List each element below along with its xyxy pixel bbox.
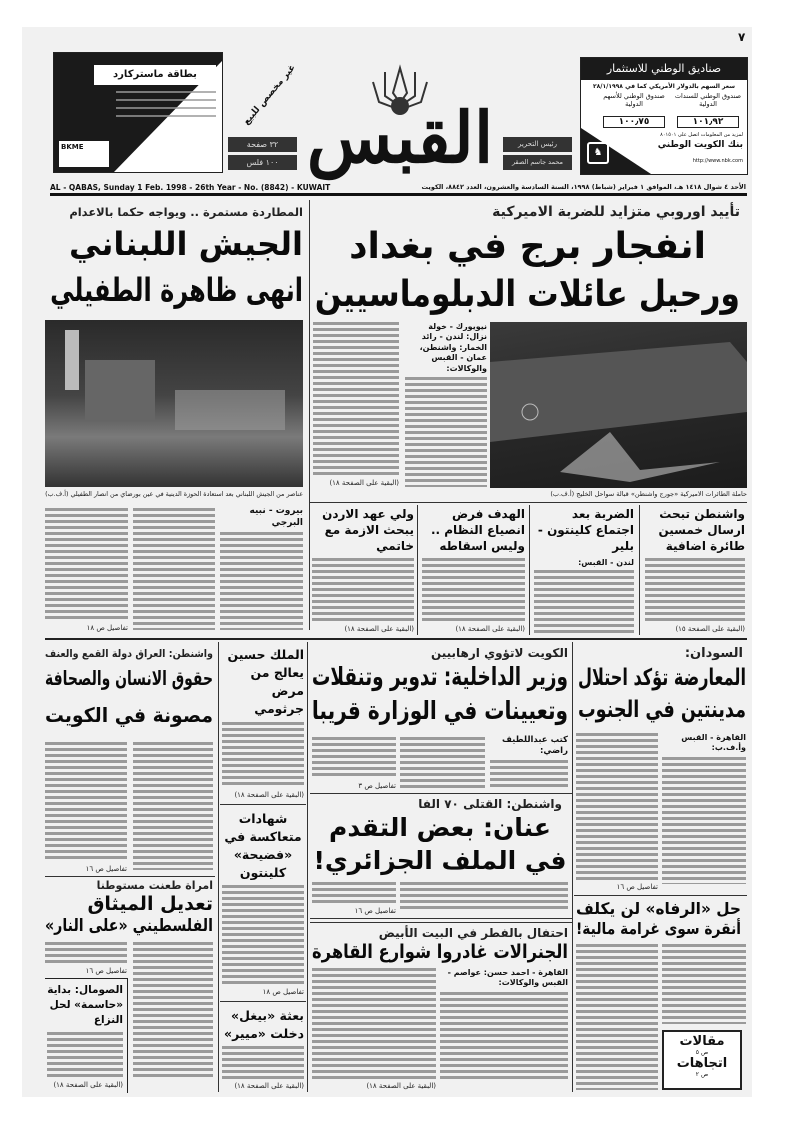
masthead-arabic: الأحد ٤ شوال ١٤١٨ هـ، الموافق ١ فبراير (شباط) ١٩٩٨، السنة السادسة والعشرون، العدد ٨٨٤٢، الكويت bbox=[421, 183, 746, 191]
row3-headline-4: ولي عهد الاردن يبحث الازمة مع خاتمي bbox=[322, 507, 414, 554]
sudan-details: تفاصيل ص ١٦ bbox=[616, 883, 658, 891]
row3-continued-4: (البقية على الصفحة ١٨) bbox=[344, 625, 414, 633]
masthead-english: AL - QABAS, Sunday 1 Feb. 1998 - 26th Year - No. (8842) - KUWAIT bbox=[50, 183, 331, 192]
cairo-text-column bbox=[440, 968, 568, 1080]
camel-logo-icon: ♞ bbox=[587, 142, 609, 164]
beagle-continued: (البقية على الصفحة ١٨) bbox=[234, 1082, 304, 1090]
annan-text-column bbox=[312, 882, 396, 915]
lead-text-column-2 bbox=[313, 322, 399, 487]
cairo-continued: (البقية على الصفحة ١٨) bbox=[366, 1082, 436, 1090]
nbk-ad bbox=[580, 57, 748, 175]
interior-kicker: الكويت لاتؤوي ارهابيين bbox=[430, 646, 568, 660]
editor-box bbox=[503, 137, 572, 170]
fund-name: صندوق الوطني للسندات الدولية bbox=[674, 92, 742, 108]
issue-price: ١٠٠ فلس bbox=[228, 155, 297, 170]
masthead-rule bbox=[50, 193, 747, 196]
interior-text-column-2 bbox=[312, 737, 396, 790]
lebanon-text-column bbox=[220, 506, 303, 630]
sudan-text-column bbox=[662, 733, 746, 884]
newspaper-logo: القبس bbox=[306, 96, 494, 179]
lebanon-kicker: المطاردة مستمرة .. ويواجه حكما بالاعدام bbox=[69, 205, 303, 219]
rights-text-column bbox=[45, 742, 127, 873]
interior-headline-1: وزير الداخلية: تدوير وتنقلات bbox=[311, 662, 568, 691]
hussein-headline: الملك حسين يعالج من مرض جرثومي bbox=[227, 647, 304, 717]
interior-byline: كتب عبداللطيف راضي: bbox=[501, 735, 568, 757]
refah-headline-2: أنقرة سوى غرامة مالية! bbox=[575, 919, 741, 938]
interior-details: تفاصيل ص ٣ bbox=[358, 782, 396, 790]
sudan-headline-2: مدينتين في الجنوب bbox=[577, 697, 746, 723]
annan-details: تفاصيل ص ١٦ bbox=[354, 907, 396, 915]
center-left-column bbox=[222, 646, 304, 1090]
somalia-continued: (البقية على الصفحة ١٨) bbox=[53, 1081, 123, 1089]
nbk-info: لمزيد من المعلومات اتصل على ٨٠١٥٠١ bbox=[660, 132, 743, 138]
refah-headline-1: حل «الرفاه» لن يكلف bbox=[576, 899, 741, 918]
lebanon-details: تفاصيل ص ١٨ bbox=[86, 624, 128, 632]
fund-price: ١٠١٫٩٢ bbox=[677, 116, 739, 128]
charter-headline-2: الفلسطيني «على النار» bbox=[44, 916, 213, 936]
interior-text-column bbox=[490, 735, 568, 790]
lead-continued: (البقية على الصفحة ١٨) bbox=[329, 479, 399, 487]
row3-article-2 bbox=[534, 506, 634, 633]
sudan-kicker: السودان: bbox=[684, 646, 743, 661]
nbk-ad-title: صناديق الوطني للاستثمار bbox=[581, 58, 747, 80]
row3-article-4 bbox=[312, 506, 414, 633]
lead-text-column bbox=[405, 322, 487, 487]
index-page[interactable]: ص ٥ bbox=[695, 1049, 709, 1056]
cairo-headline: الجنرالات غادروا شوارع القاهرة bbox=[311, 941, 568, 963]
index-label: مقالات bbox=[679, 1034, 725, 1049]
price-box bbox=[228, 137, 297, 170]
row3-article-1 bbox=[645, 506, 745, 633]
row3-headline-1: واشنطن تبحث ارسال خمسين طائرة اضافية bbox=[658, 507, 745, 554]
not-for-sale-label: غير مخصص للبيع bbox=[241, 62, 298, 128]
clinton-details: تفاصيل ص ١٨ bbox=[262, 987, 304, 996]
lead-photo-caption: حاملة الطائرات الاميركية «جورج واشنطن» قبالة سواحل الخليج (أ.ف.ب) bbox=[550, 490, 747, 498]
charter-details: تفاصيل ص ١٦ bbox=[85, 967, 127, 975]
lead-kicker: تأييد اوروبي متزايد للضربة الاميركية bbox=[492, 204, 740, 220]
editor-name: محمد جاسم الصقر bbox=[503, 155, 572, 170]
nbk-web[interactable]: http://www.nbk.com bbox=[692, 158, 743, 164]
cairo-dateline: القاهرة - احمد حسن: عواصم - القبس والوكالات: bbox=[447, 968, 568, 988]
cairo-text-column-2 bbox=[312, 968, 436, 1090]
rights-headline-2: مصونة في الكويت bbox=[44, 703, 213, 727]
mastercard-ad-title: بطاقة ماستركارد bbox=[94, 65, 216, 85]
aircraft-carrier-photo bbox=[490, 322, 747, 488]
annan-headline-1: عنان: بعض التقدم bbox=[329, 813, 551, 842]
bkme-logo: BKME bbox=[59, 141, 109, 167]
rights-kicker: واشنطن: العراق دولة القمع والعنف bbox=[45, 648, 213, 660]
lead-headline-1: انفجار برج في بغداد bbox=[349, 226, 706, 267]
sudan-headline-1: المعارضة تؤكد احتلال bbox=[578, 665, 746, 691]
lebanon-text-column-2 bbox=[45, 508, 128, 632]
rights-headline-1: حقوق الانسان والصحافة bbox=[45, 666, 213, 690]
charter-text-column bbox=[45, 942, 127, 975]
lebanese-army-photo bbox=[45, 320, 303, 487]
editor-label: رئيس التحرير bbox=[503, 137, 572, 152]
row3-dateline-2: لندن - القبس: bbox=[578, 557, 634, 567]
rights-details: تفاصيل ص ١٦ bbox=[85, 865, 127, 873]
cairo-kicker: احتفال بالفطر في البيت الأبيض bbox=[378, 926, 568, 940]
row3-article-3 bbox=[422, 506, 525, 633]
row3-headline-2: الضربة بعد اجتماع كلينتون - بلير bbox=[537, 507, 634, 554]
hussein-continued: (البقية على الصفحة ١٨) bbox=[234, 790, 304, 799]
lebanon-headline-1: الجيش اللبناني bbox=[68, 225, 303, 263]
beagle-headline: بعثة «بيغل» دخلت «ميير» bbox=[224, 1007, 304, 1041]
sudan-dateline: القاهرة - القبس وأ.ف.ب: bbox=[681, 733, 746, 753]
column-divider bbox=[309, 200, 310, 630]
annan-kicker: واشنطن: القتلى ٧٠ الفا bbox=[418, 797, 562, 811]
row3-continued-3: (البقية على الصفحة ١٨) bbox=[455, 625, 525, 633]
somalia-headline: الصومال: بداية «حاسمة» لحل النزاع bbox=[47, 984, 123, 1027]
row3-headline-3: الهدف فرض انصياع النظام .. وليس اسقاطه bbox=[430, 507, 525, 554]
sudan-text-column-2 bbox=[576, 733, 658, 891]
fund-name: صندوق الوطني للأسهم الدولية bbox=[603, 92, 665, 108]
page-number: ٧ bbox=[738, 30, 746, 44]
page-count: ٣٢ صفحة bbox=[228, 137, 297, 152]
index-label: اتجاهات bbox=[676, 1056, 728, 1071]
lead-headline-2: ورحيل عائلات الدبلوماسيين bbox=[314, 274, 740, 315]
index-box bbox=[662, 1030, 742, 1090]
row-rule bbox=[310, 502, 747, 503]
fund-price: ١٠٠٫٧٥ bbox=[603, 116, 665, 128]
somalia-box bbox=[45, 978, 128, 1093]
row3-continued-1: (البقية على الصفحة ١٥) bbox=[675, 625, 745, 633]
index-page[interactable]: ص ٢ bbox=[695, 1071, 709, 1078]
lebanon-photo-caption: عناصر من الجيش اللبناني بعد استعادة الحوزة الدينية في عين بورضاي من انصار الطفيلي (أ.ف.ب) bbox=[45, 490, 303, 498]
lebanon-dateline: بيروت - نبيه البرجي bbox=[249, 506, 303, 528]
nbk-bank-name: بنك الكويت الوطني bbox=[657, 140, 743, 150]
clinton-headline: شهادات متعاكسة في «فضيحة» كلينتون bbox=[224, 810, 302, 881]
charter-headline-1: تعديل الميثاق bbox=[87, 893, 213, 915]
nbk-ad-note: سعر السهم بالدولار الأمريكي كما في ٢٨/١/١٩٩٨ bbox=[592, 83, 736, 90]
interior-headline-2: وتعيينات في الوزارة قريبا bbox=[311, 696, 568, 725]
lead-dateline: نيويورك - خولة نزال: لندن - رائد الخمار: واشنطن، عمان - القبس والوكالات: bbox=[419, 322, 487, 373]
charter-kicker: امراة طعنت مستوطنا bbox=[96, 879, 213, 892]
annan-headline-2: في الملف الجزائري! bbox=[313, 846, 567, 875]
mastercard-ad bbox=[53, 52, 223, 173]
lebanon-headline-2: انهى ظاهرة الطفيلي bbox=[50, 271, 303, 309]
